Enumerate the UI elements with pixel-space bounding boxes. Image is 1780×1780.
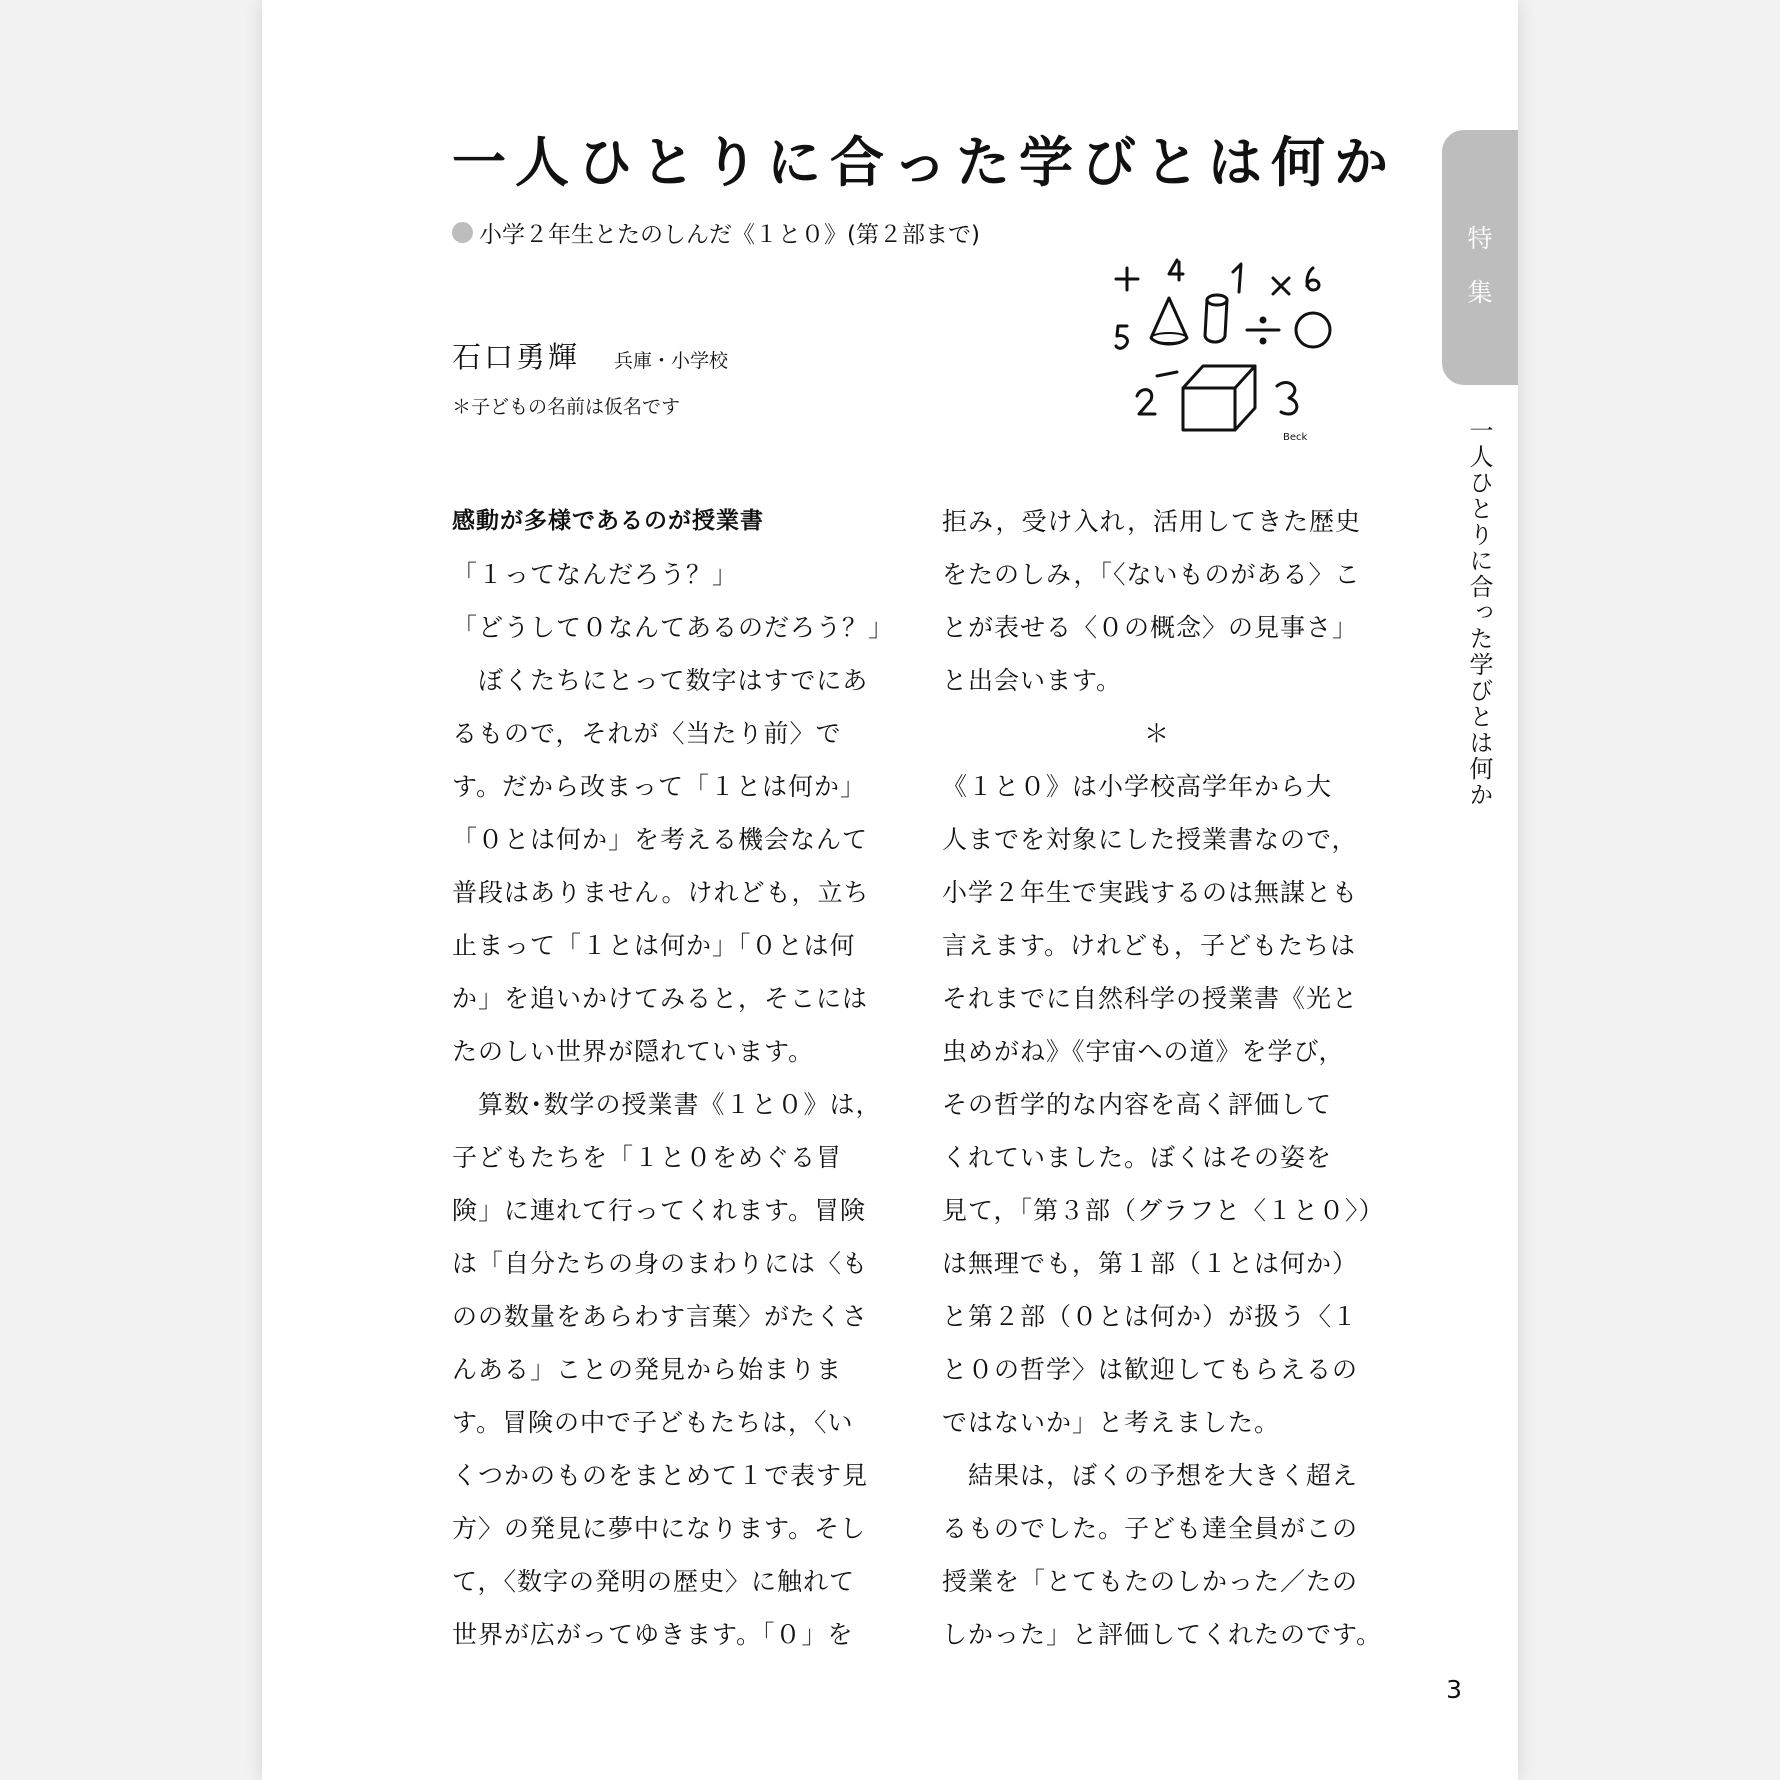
feature-tab-char: 集 <box>1467 278 1493 307</box>
body-line: 止まって「１とは何か」「０とは何 <box>452 931 856 960</box>
right-column <box>942 495 1385 1661</box>
body-line: と第２部（０とは何か）が扱う〈１ <box>942 1302 1359 1331</box>
body-line: す。冒険の中で子どもたちは，〈い <box>452 1408 854 1437</box>
body-line: 《１と０》は小学校高学年から大 <box>942 772 1333 801</box>
body-line: 「どうして０なんてあるのだろう？」 <box>452 613 895 642</box>
body-line: 「０とは何か」を考える機会なんて <box>452 825 869 854</box>
section-heading: 感動が多様であるのが授業書 <box>452 508 764 534</box>
author-affiliation: 兵庫・小学校 <box>614 350 729 372</box>
body-line: 虫めがね》《宇宙への道》を学び， <box>942 1037 1345 1066</box>
body-line: 人までを対象にした授業書なので， <box>942 825 1358 854</box>
body-line: 険」に連れて行ってくれます。冒険 <box>452 1196 867 1225</box>
body-line: るもので，それが〈当たり前〉で <box>452 719 842 748</box>
body-line: 結果は，ぼくの予想を大きく超え <box>942 1461 1359 1490</box>
body-line: て，〈数字の発明の歴史〉に触れて <box>452 1567 856 1596</box>
author-name: 石口勇輝 <box>452 340 581 374</box>
left-column <box>452 495 895 1661</box>
body-line: くつかのものをまとめて１で表す見 <box>452 1461 869 1490</box>
body-line: 拒み，受け入れ，活用してきた歴史 <box>942 507 1362 536</box>
body-line: か」を追いかけてみると，そこには <box>452 984 869 1013</box>
body-line: 見て，「第３部（グラフと〈１と０〉） <box>942 1196 1385 1225</box>
body-line: ではないか」と考えました。 <box>942 1408 1281 1437</box>
body-line: しかった」と評価してくれたのです。 <box>942 1620 1383 1649</box>
page-number: 3 <box>1446 1675 1462 1704</box>
body-line: 算数･数学の授業書《１と０》は， <box>452 1090 882 1119</box>
feature-tab-char: 特 <box>1467 224 1493 253</box>
body-line: 世界が広がってゆきます。「０」を <box>452 1620 854 1649</box>
author-note: ＊子どもの名前は仮名です <box>452 396 681 418</box>
body-line: をたのしみ，「〈ないものがある〉こ <box>942 560 1361 589</box>
subtitle-text: 小学２年生とたのしんだ《１と０》(第２部まで) <box>479 222 980 248</box>
body-line: ぼくたちにとって数字はすでにあ <box>452 666 869 695</box>
book-page <box>262 0 1518 1780</box>
body-line: と０の哲学〉は歓迎してもらえるの <box>942 1355 1359 1384</box>
author-line <box>452 335 728 376</box>
body-line: 言えます。けれども，子どもたちは <box>942 931 1357 960</box>
body-line: るものでした。子ども達全員がこの <box>942 1514 1359 1543</box>
body-line: のの数量をあらわす言葉〉がたくさ <box>452 1302 869 1331</box>
body-line: 方〉の発見に夢中になります。そし <box>452 1514 867 1543</box>
illustrator-signature: Beck <box>1283 432 1308 443</box>
body-line: 授業を「とてもたのしかった／たの <box>942 1567 1359 1596</box>
running-title-vertical: 一人ひとりに合った学びとは何か <box>1465 418 1493 808</box>
body-line: 「１ってなんだろう？」 <box>452 560 739 589</box>
body-line: 子どもたちを「１と０をめぐる冒 <box>452 1143 843 1172</box>
body-line: は無理でも，第１部（１とは何か） <box>942 1249 1359 1278</box>
body-line: くれていました。ぼくはその姿を <box>942 1143 1333 1172</box>
body-line: す。だから改まって「１とは何か」 <box>452 772 867 801</box>
subtitle <box>452 216 980 249</box>
math-doodle-illustration <box>1107 248 1357 448</box>
body-line: と出会います。 <box>942 666 1123 695</box>
body-line: は「自分たちの身のまわりには〈も <box>452 1249 869 1278</box>
section-divider-asterisk: ＊ <box>1143 719 1170 748</box>
feature-tab <box>1442 130 1518 385</box>
gray-bullet-icon <box>452 222 473 243</box>
article-title: 一人ひとりに合った学びとは何か <box>452 131 1397 194</box>
body-line: それまでに自然科学の授業書《光と <box>942 984 1359 1013</box>
body-line: とが表せる〈０の概念〉の見事さ」 <box>942 613 1359 642</box>
body-line: んある」ことの発見から始まりま <box>452 1355 843 1384</box>
body-line: たのしい世界が隠れています。 <box>452 1037 815 1066</box>
body-line: その哲学的な内容を高く評価して <box>942 1090 1333 1119</box>
body-line: 普段はありません。けれども，立ち <box>452 878 870 907</box>
body-line: 小学２年生で実践するのは無謀とも <box>942 878 1359 907</box>
